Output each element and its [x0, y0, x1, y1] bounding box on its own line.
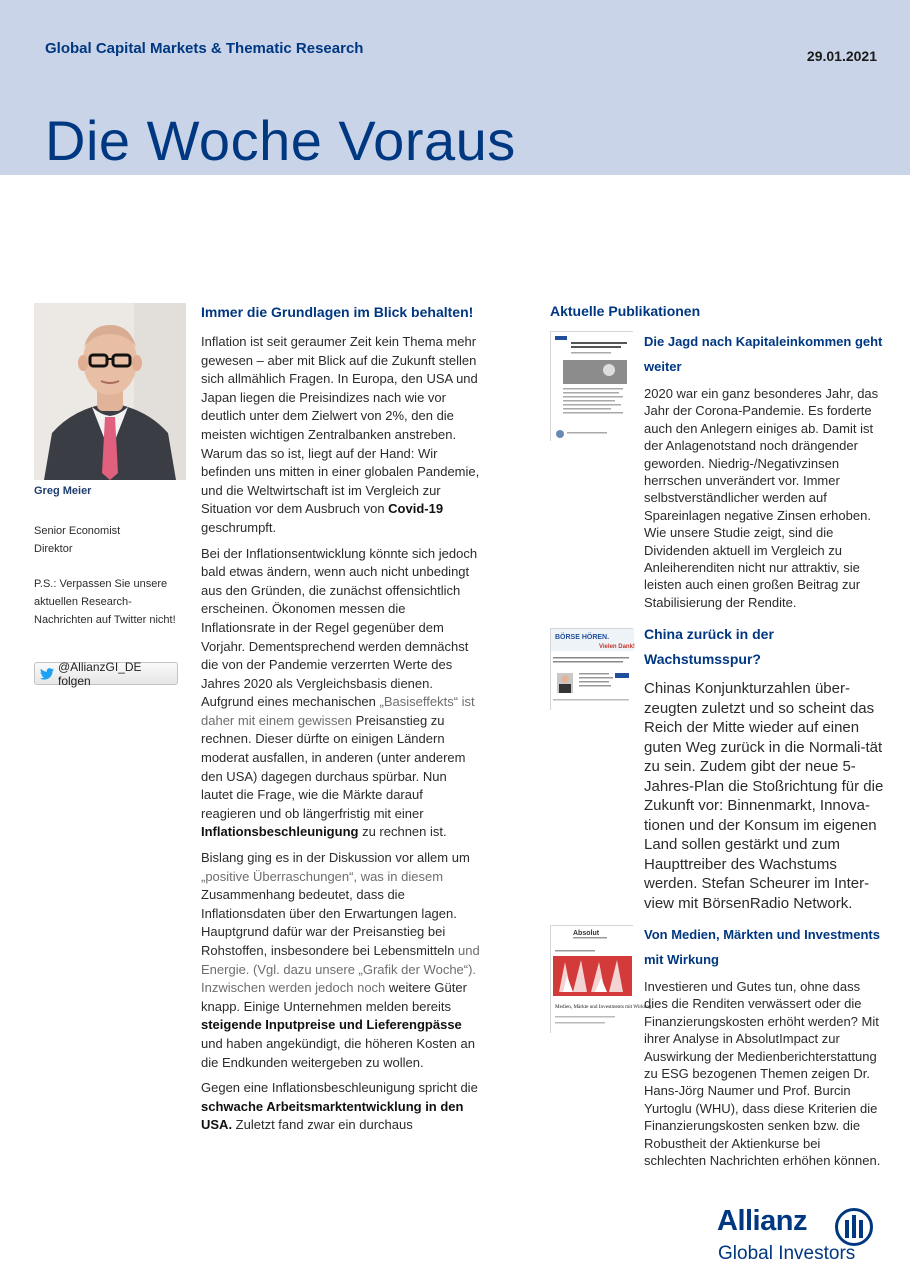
keyword-inflationsbeschleunigung: Inflationsbeschleunigung — [201, 824, 359, 840]
article — [201, 303, 481, 1142]
thumbnail-brand-text: BÖRSE HÖREN. — [555, 634, 610, 641]
twitter-ps-note: P.S.: Verpassen Sie unsere aktuellen Research-Nachrichten auf Twitter nicht! — [34, 578, 176, 626]
report-cover-image — [551, 332, 634, 442]
positive-surprises-link[interactable]: „positive Überraschungen“, was in diesem — [201, 868, 444, 884]
magazine-cover-image — [551, 926, 652, 1034]
allianz-logo — [717, 1205, 887, 1271]
keyword-covid: Covid-19 — [388, 501, 444, 517]
publication-2-title[interactable]: China zurück in der Wachstumsspur? — [644, 626, 774, 667]
article-paragraph-3: Bislang ging es in der Diskussion vor allem um „positive Überraschungen“, was in diesem Zusammenhang bedeutet, dass die Inflationsdaten über den Erwartungen lagen. Hauptgrund dafür war der Preisanstieg bei Rohstoffen, insbesondere bei Lebensmitteln und Energie. (Vgl. dazu unsere „Grafik der Woche“). Inzwischen werden jedoch noch weitere Güter knapp. Einige Unternehmen melden bereits steigende Inputpreise und Lieferengpässe und haben angekündigt, die höheren Kosten an die Endkunden weitergeben zu wollen. — [201, 850, 480, 1070]
twitter-bird-icon — [40, 668, 54, 680]
thumbnail-caption: Medien, Märkte und Investments mit Wirkung — [555, 1004, 652, 1010]
chart-of-week-link[interactable]: und Energie. (Vgl. dazu unsere „Grafik der Woche“). Inzwischen werden jedoch noch — [201, 943, 480, 996]
twitter-follow-label: @AllianzGI_DE folgen — [58, 659, 142, 688]
logo-subtitle: Global Investors — [718, 1243, 856, 1264]
author-role — [34, 522, 120, 558]
thumbnail-tag-text: Vielen Dank! — [599, 644, 635, 650]
logo-brand-text: Allianz — [717, 1205, 807, 1237]
allianz-eagle-icon — [834, 1207, 874, 1247]
author-role-rank: Direktor — [34, 543, 73, 555]
publication-3-thumbnail[interactable] — [550, 925, 652, 1033]
keyword-inputpreise: steigende Inputpreise und Lieferengpässe — [201, 1017, 462, 1033]
podcast-cover-image — [551, 629, 634, 711]
article-paragraph-2: Bei der Inflationsentwicklung könnte sich jedoch bald etwas ändern, wenn auch nicht unbedingt aus den Gründen, die zunächst offensichtlich erscheinen. Ökonomen messen die Inflationsrate in der Regel gegenüber dem Vorjahr. Dementsprechend werden demnächst die von der Pandemie verzerrten Werte des Jahres 2020 als Vergleichsbasis dienen. Aufgrund eines mechanischen „Basiseffekts“ ist daher mit einem gewissen Preisanstieg zu rechnen. Dieser dürfte on einigen Ländern moderat ausfallen, in anderen (unter anderem den USA) dagegen durchaus spürbar. Nun lautet die Frage, wie die Märkte darauf reagieren und ob längerfristig mit einer Inflationsbeschleunigung zu rechnen ist. — [201, 545, 478, 840]
header-kicker: Global Capital Markets & Thematic Research — [45, 40, 364, 57]
header-date: 29.01.2021 — [806, 48, 877, 64]
publications-heading: Aktuelle Publikationen — [550, 303, 701, 319]
publication-1-thumbnail[interactable] — [550, 331, 633, 441]
article-heading: Immer die Grundlagen im Blick behalten! — [201, 304, 474, 320]
header-band — [0, 0, 910, 175]
author-photo — [34, 303, 186, 480]
author-role-title: Senior Economist — [34, 525, 121, 537]
publication-2-text: Chinas Konjunkturzahlen über-zeugten zuletzt und so scheint das Reich der Mitte wieder auf einen guten Weg zurück in die Normali-tät zu sein. Zudem gibt der neue 5-Jahres-Plan die Stoßrichtung für die Zukunft vor: Binnenmarkt, Innova-tionen und der Konsum im eigenen Land sollen gestärkt und zum Haupttreiber des Wachstums werden. Stefan Scheurer im Inter-view mit BörsenRadio Network. — [644, 680, 884, 912]
publication-2-thumbnail[interactable] — [550, 628, 633, 710]
author-portrait-image — [34, 303, 186, 480]
thumbnail-magazine-brand: Absolut — [573, 930, 600, 937]
page-title: Die Woche Voraus — [45, 109, 516, 172]
article-paragraph-1: Inflation ist seit geraumer Zeit kein Thema mehr gewesen – aber mit Blick auf die Zukunft stellen sich allmählich Fragen. In Europa, den USA und Japan liegen die Preisindizes nach wie vor deutlich unter dem Zielwert von 2%, den die meisten wichtigen Zentralbanken anstreben. Warum das so ist, liegt auf der Hand: Wir befinden uns mitten in einer globalen Pandemie, und die Weltwirtschaft ist im Vergleich zur Situation vor dem Ausbruch von Covid-19 geschrumpft. — [201, 334, 480, 535]
basiseffekt-link[interactable]: „Basiseffekts“ ist daher mit einem gewissen — [201, 694, 475, 728]
author-name: Greg Meier — [34, 485, 92, 497]
keyword-arbeitsmarkt: schwache Arbeitsmarktentwicklung in den USA. — [201, 1098, 464, 1133]
publication-3-text: Investieren und Gutes tun, ohne dass dies die Renditen verwässert oder die Finanzierungskosten erhöht werden? Mit ihrer Analyse in AbsolutImpact zur Auswirkung der Medienberichterstattung zu ESG bezogenen Themen zeigen Dr. Hans-Jörg Naumer und Prof. Burcin Yurtoglu (WHU), dass diese Kriterien die Finanzierungskosten senken bzw. die Robustheit der Aktienkurse bei schlechten Nachrichten erhöhen können. — [644, 979, 881, 1169]
article-paragraph-4: Gegen eine Inflationsbeschleunigung spricht die schwache Arbeitsmarktentwicklung in den USA. Zuletzt fand zwar ein durchaus — [201, 1080, 478, 1133]
publication-1-title[interactable]: Die Jagd nach Kapitaleinkommen geht weiter — [644, 334, 883, 374]
twitter-follow-button[interactable] — [34, 659, 178, 688]
publication-1-text: 2020 war ein ganz besonderes Jahr, das Jahr der Corona-Pandemie. Es forderte auch den Anlegern einiges ab. Damit ist der Anlagenotstand noch drängender geworden. Niedrig-/Negativzinsen herrschen unverändert vor. Immer selbstverständlicher werden auf Spareinlagen negative Zinsen erhoben. Wie unsere Studie zeigt, sind die Dividenden aktuell im Vergleich zu Anleiherenditen nicht nur attraktiv, sie leisten auch einen großen Beitrag zur Stabilisierung der Rendite. — [644, 386, 879, 610]
publication-3-title[interactable]: Von Medien, Märkten und Investments mit Wirkung — [644, 927, 880, 967]
